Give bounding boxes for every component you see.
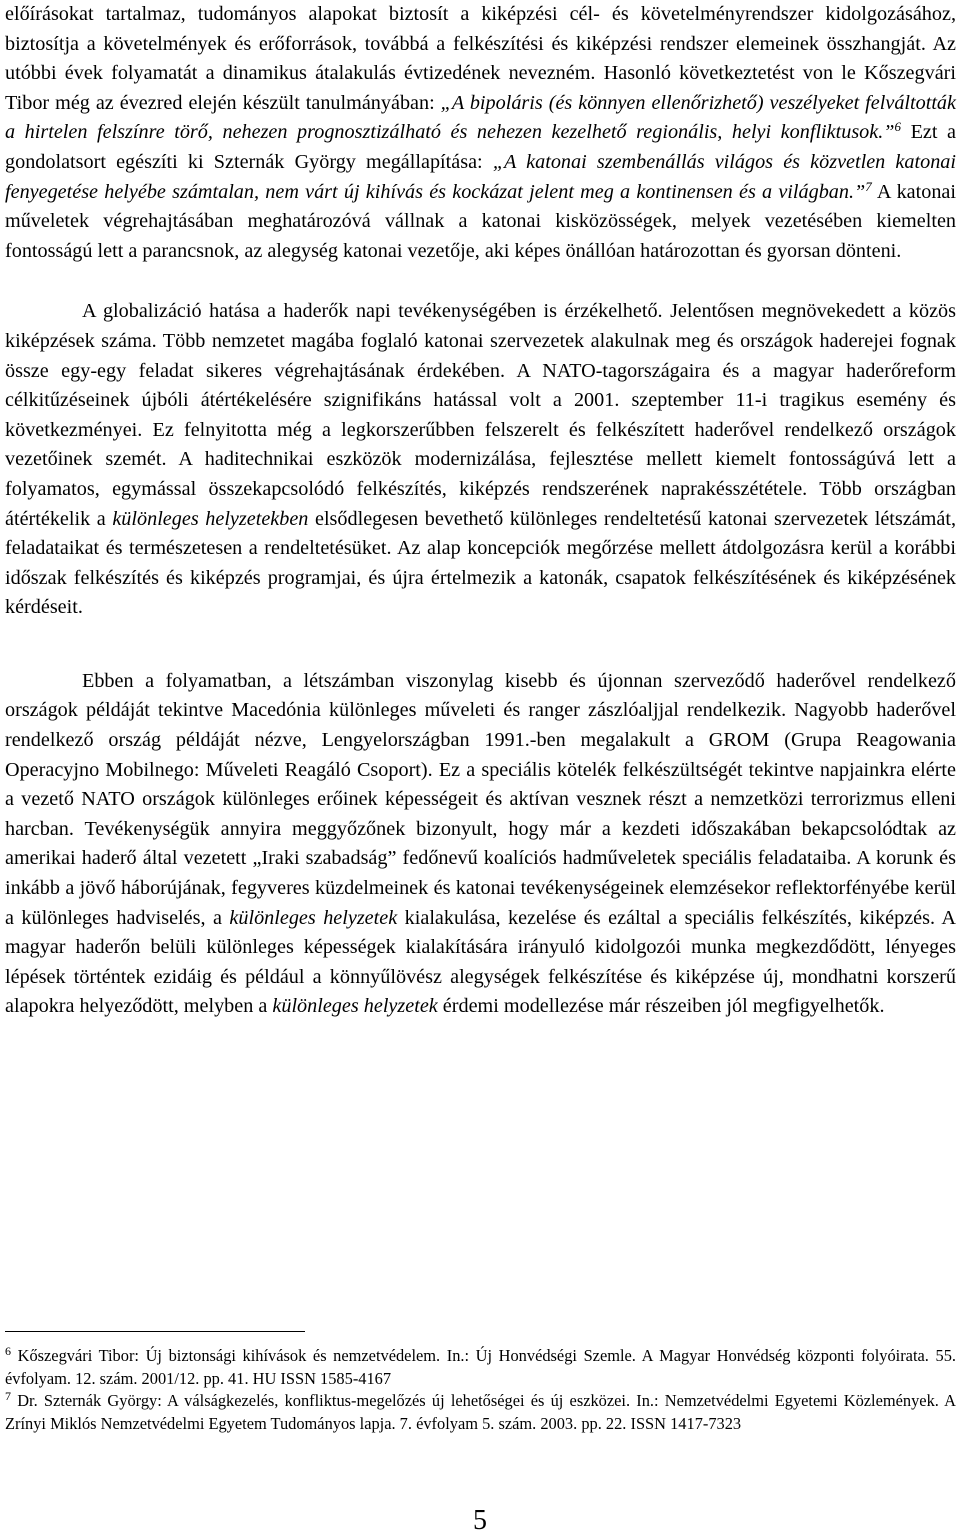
emphasis-kulonleges-helyzetek-1: különleges helyzetek bbox=[229, 906, 398, 929]
paragraph-3-text-1: Ebben a folyamatban, a létszámban viszonylag kisebb és újonnan szerveződő haderővel rendelkező országok példáját tekintve Macedónia különleges műveleti és ranger zászlóaljjal rendelkezik. Nagyobb haderővel rendelkező ország példáját nézve, Lengyelországban 1991.-ben megalakult a GROM (Grupa Reagowania Operacyjno Mobilnego: Műveleti Reagáló Csoport). Ez a speciális kötelék felkészültségét tekintve napjainkra elérte a vezető NATO országok különleges erőinek képességeit és aktívan vesznek részt a nemzetközi terrorizmus elleni harcban. Tevékenységük annyira meggyőzőnek bizonyult, hogy már a kezdeti időszakában bekapcsolódtak az amerikai haderő által vezetett „Iraki szabadság” fedőnevű koalíciós hadműveletek speciális feladataiba. A korunk és inkább a jövő háborújának, fegyveres küzdelmeinek és katonai tevékenységeinek elemzésekor reflektorfényébe kerül a különleges hadviselés, a bbox=[5, 669, 956, 929]
footnotes bbox=[5, 1331, 956, 1435]
paragraph-3 bbox=[5, 667, 956, 1022]
footnote-separator bbox=[5, 1331, 305, 1332]
footnote-text: Kőszegvári Tibor: Új biztonsági kihívások és nemzetvédelem. In.: Új Honvédségi Szemle. A Magyar Honvédség központi folyóirata. 55. évfolyam. 12. szám. 2001/12. pp. 41. HU ISSN 1585-4167 bbox=[5, 1346, 956, 1388]
footnote-text: Dr. Szternák György: A válságkezelés, konfliktus-megelőzés új lehetőségei és új eszközei. In.: Nemzetvédelmi Egyetemi Közlemények. A Zrínyi Miklós Nemzetvédelmi Egyetem Tudományos lapja. 7. évfolyam 5. szám. 2003. pp. 22. ISSN 1417-7323 bbox=[5, 1391, 956, 1433]
paragraph-spacer bbox=[5, 623, 956, 667]
footnote-number: 7 bbox=[5, 1389, 11, 1403]
paragraph-1-text-3: A katonai műveletek végrehajtásában meghatározóvá vállnak a katonai kisközösségek, melyek vezetésében kiemelten fontosságú lett a parancsnok, az alegység katonai vezetője, aki képes önállóan határozottan és gyorsan dönteni. bbox=[5, 180, 957, 262]
paragraph-1 bbox=[5, 0, 956, 266]
paragraph-2-text-2: elsődlegesen bevethető különleges rendeltetésű katonai szervezetek létszámát, feladataikat és természetesen a rendeltetésüket. Az alap koncepciók megőrzése mellett átdolgozásra kerül a korábbi időszak felkészítés és kiképzés programjai, és újra értelmezik a katonák, csapatok felkészítésének és kiképzésének kérdéseit. bbox=[5, 507, 956, 619]
emphasis-kulonleges-helyzetek-2: különleges helyzetek bbox=[272, 995, 438, 1018]
paragraph-1-text-2: Ezt a gondolatsort egészíti ki Szternák György megállapítása: bbox=[5, 121, 956, 173]
document-body bbox=[5, 0, 956, 1022]
paragraph-2-text-1: A globalizáció hatása a haderők napi tevékenységében is érzékelhető. Jelentősen megnövekedett a közös kiképzések száma. Több nemzetet magába foglaló katonai szervezetek alakulnak meg és országok haderejei fognak össze egy-egy feladat sikeres végrehajtásának érdekében. A NATO-tagországaira és a magyar haderőreform célkitűzéseinek újbóli átértékelésére szignifikáns hatással volt a 2001. szeptember 11-i tragikus esemény és következményei. Ez felnyitotta még a legkorszerűbben felszerelt és felkészített haderővel rendelkező országok vezetőinek szemét. A haditechnikai eszközök modernizálása, fejlesztése mellett kiemelt fontosságúvá lett a folyamatos, egymással összekapcsolódó felkészítés, kiképzés rendszerének naprakésszététele. Több országban átértékelik a bbox=[5, 300, 956, 530]
paragraph-1-text-1: előírásokat tartalmaz, tudományos alapokat biztosít a kiképzési cél- és követelményrendszer kidolgozásához, biztosítja a követelmények és erőforrások, továbbá a felkészítési és kiképzési rendszer elemeinek összhangját. Az utóbbi évek folyamatát a dinamikus átalakulás évtizedének nevezném. Hasonló következtetést von le Kőszegvári Tibor még az évezred elején készült tanulmányában: bbox=[5, 3, 956, 114]
footnote-ref-6: 6 bbox=[894, 119, 902, 135]
footnote-ref-7: 7 bbox=[865, 178, 872, 194]
footnote-6 bbox=[5, 1345, 956, 1390]
paragraph-3-text-2: kialakulása, kezelése és ezáltal a speciális felkészítés, kiképzés. A magyar haderőn belüli különleges képességek kialakítására irányuló kidolgozói munka megkezdődött, lényeges lépések történtek ezidáig és például a könnyűlövész alegységek felkészítése és kiképzése új, mondhatni korszerű alapokra helyeződött, melyben a bbox=[5, 906, 956, 1018]
quote-szternak: „A katonai szembenállás világos és közvetlen katonai fenyegetése helyébe számtalan, nem várt új kihívás és kockázat jelent meg a kontinensen és a világban.” bbox=[5, 150, 956, 203]
paragraph-3-text-3: érdemi modellezése már részeiben jól megfigyelhetők. bbox=[437, 995, 885, 1018]
page-number: 5 bbox=[473, 1505, 487, 1536]
emphasis-kulonleges-helyzetekben: különleges helyzetekben bbox=[112, 507, 309, 530]
paragraph-spacer bbox=[5, 266, 956, 297]
paragraph-2 bbox=[5, 297, 956, 623]
footnote-number: 6 bbox=[5, 1344, 11, 1358]
footnote-7 bbox=[5, 1390, 956, 1435]
quote-koszegvari: „A bipoláris (és könnyen ellenőrizhető) veszélyeket felváltották a hirtelen felszínre törő, nehezen prognosztizálható és nehezen kezelhető regionális, helyi konfliktusok.” bbox=[5, 91, 956, 144]
